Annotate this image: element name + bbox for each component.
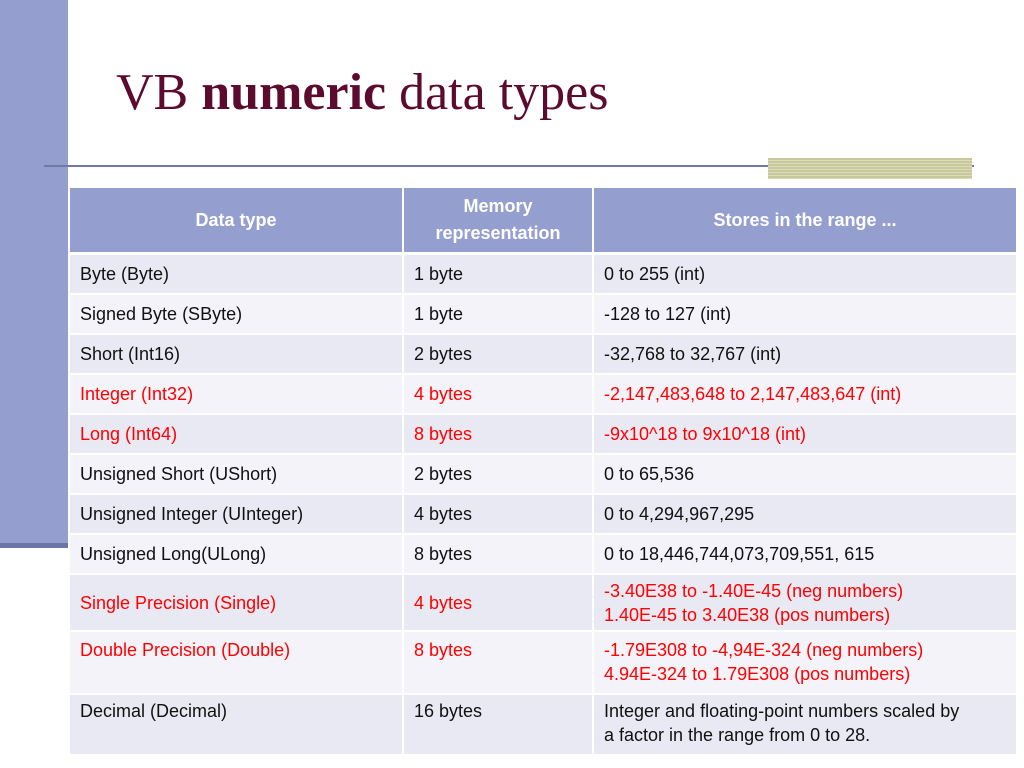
side-accent-bar [0, 0, 68, 545]
cell-memory: 1 byte [403, 254, 593, 295]
cell-data-type: Short (Int16) [70, 334, 403, 374]
header-memory-representation [403, 188, 593, 254]
range-line: 1.40E-45 to 3.40E38 (pos numbers) [604, 604, 891, 625]
cell-range: -2,147,483,648 to 2,147,483,647 (int) [593, 374, 1016, 414]
title-bold-word: numeric [201, 64, 387, 121]
cell-range [593, 631, 1016, 694]
cell-memory: 16 bytes [403, 694, 593, 755]
cell-range: 0 to 65,536 [593, 454, 1016, 494]
cell-memory: 4 bytes [403, 494, 593, 534]
table-row [70, 534, 1016, 574]
cell-range [593, 574, 1016, 631]
header-memory-line: Memory [463, 196, 533, 216]
cell-memory: 2 bytes [403, 334, 593, 374]
cell-memory: 2 bytes [403, 454, 593, 494]
table-row [70, 374, 1016, 414]
range-line: 4.94E-324 to 1.79E308 (pos numbers) [604, 664, 911, 684]
cell-memory: 4 bytes [403, 574, 593, 631]
cell-data-type: Unsigned Short (UShort) [70, 454, 403, 494]
cell-range: -32,768 to 32,767 (int) [593, 334, 1016, 374]
cell-memory: 1 byte [403, 294, 593, 334]
table-row [70, 494, 1016, 534]
title-divider-accent [768, 158, 972, 179]
range-line: a factor in the range from 0 to 28. [604, 725, 871, 745]
cell-data-type: Double Precision (Double) [70, 631, 403, 694]
side-accent-bar-shadow [0, 543, 68, 548]
table-row [70, 454, 1016, 494]
cell-data-type: Single Precision (Single) [70, 574, 403, 631]
range-line: Integer and floating-point numbers scaled by [604, 701, 960, 721]
cell-memory: 8 bytes [403, 414, 593, 454]
cell-range: 0 to 255 (int) [593, 254, 1016, 295]
cell-memory: 4 bytes [403, 374, 593, 414]
slide-title [116, 64, 608, 121]
table-row [70, 694, 1016, 755]
cell-data-type: Signed Byte (SByte) [70, 294, 403, 334]
cell-range [593, 694, 1016, 755]
cell-range: 0 to 18,446,744,073,709,551, 615 [593, 534, 1016, 574]
cell-memory: 8 bytes [403, 534, 593, 574]
title-suffix: data types [386, 64, 609, 121]
header-range: Stores in the range ... [593, 188, 1016, 254]
cell-data-type: Decimal (Decimal) [70, 694, 403, 755]
cell-range: 0 to 4,294,967,295 [593, 494, 1016, 534]
cell-memory: 8 bytes [403, 631, 593, 694]
data-types-table [70, 188, 1016, 756]
cell-range: -9x10^18 to 9x10^18 (int) [593, 414, 1016, 454]
range-line: -3.40E38 to -1.40E-45 (neg numbers) [604, 580, 904, 601]
table-row [70, 574, 1016, 631]
cell-data-type: Unsigned Integer (UInteger) [70, 494, 403, 534]
cell-data-type: Unsigned Long(ULong) [70, 534, 403, 574]
table-row [70, 631, 1016, 694]
table-row [70, 254, 1016, 295]
header-data-type: Data type [70, 188, 403, 254]
range-line: -1.79E308 to -4,94E-324 (neg numbers) [604, 640, 924, 660]
cell-data-type: Integer (Int32) [70, 374, 403, 414]
table-header-row [70, 188, 1016, 254]
table-row [70, 414, 1016, 454]
title-prefix: VB [116, 64, 202, 121]
table-row [70, 294, 1016, 334]
cell-data-type: Byte (Byte) [70, 254, 403, 295]
table-row [70, 334, 1016, 374]
cell-range: -128 to 127 (int) [593, 294, 1016, 334]
header-memory-line: representation [435, 223, 561, 243]
cell-data-type: Long (Int64) [70, 414, 403, 454]
